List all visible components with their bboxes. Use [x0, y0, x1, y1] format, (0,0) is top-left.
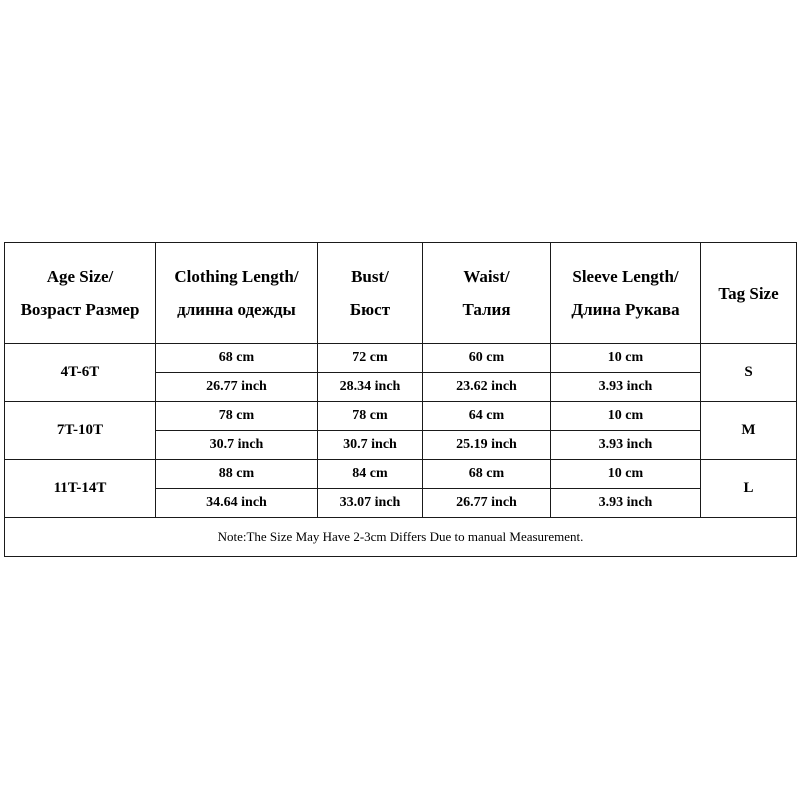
age-size-cell: 4T-6T — [5, 344, 156, 402]
sleeve-length-cm: 10 cm — [551, 460, 701, 489]
header-clothing-length: Clothing Length/ длинна одежды — [156, 243, 318, 344]
waist-cm: 60 cm — [423, 344, 551, 373]
bust-cm: 84 cm — [318, 460, 423, 489]
age-size-cell: 11T-14T — [5, 460, 156, 518]
waist-cm: 68 cm — [423, 460, 551, 489]
size-chart-table — [4, 242, 797, 557]
bust-inch: 33.07 inch — [318, 489, 423, 518]
header-tag-size: Tag Size — [701, 243, 797, 344]
bust-cm: 78 cm — [318, 402, 423, 431]
clothing-length-inch: 26.77 inch — [156, 373, 318, 402]
age-size-cell: 7T-10T — [5, 402, 156, 460]
tag-size-cell: M — [701, 402, 797, 460]
note-row — [5, 518, 797, 557]
bust-cm: 72 cm — [318, 344, 423, 373]
measurement-note: Note:The Size May Have 2-3cm Differs Due to manual Measurement. — [5, 518, 797, 557]
sleeve-length-inch: 3.93 inch — [551, 489, 701, 518]
tag-size-cell: L — [701, 460, 797, 518]
table-row — [5, 460, 797, 489]
header-row — [5, 243, 797, 344]
sleeve-length-inch: 3.93 inch — [551, 373, 701, 402]
waist-cm: 64 cm — [423, 402, 551, 431]
clothing-length-cm: 78 cm — [156, 402, 318, 431]
header-age-size: Age Size/ Возраст Размер — [5, 243, 156, 344]
waist-inch: 25.19 inch — [423, 431, 551, 460]
sleeve-length-cm: 10 cm — [551, 402, 701, 431]
clothing-length-cm: 68 cm — [156, 344, 318, 373]
table-row — [5, 402, 797, 431]
clothing-length-inch: 30.7 inch — [156, 431, 318, 460]
bust-inch: 28.34 inch — [318, 373, 423, 402]
header-waist: Waist/ Талия — [423, 243, 551, 344]
sleeve-length-cm: 10 cm — [551, 344, 701, 373]
waist-inch: 26.77 inch — [423, 489, 551, 518]
tag-size-cell: S — [701, 344, 797, 402]
waist-inch: 23.62 inch — [423, 373, 551, 402]
bust-inch: 30.7 inch — [318, 431, 423, 460]
sleeve-length-inch: 3.93 inch — [551, 431, 701, 460]
header-bust: Bust/ Бюст — [318, 243, 423, 344]
clothing-length-inch: 34.64 inch — [156, 489, 318, 518]
table-row — [5, 344, 797, 373]
header-sleeve-length: Sleeve Length/ Длина Рукава — [551, 243, 701, 344]
clothing-length-cm: 88 cm — [156, 460, 318, 489]
